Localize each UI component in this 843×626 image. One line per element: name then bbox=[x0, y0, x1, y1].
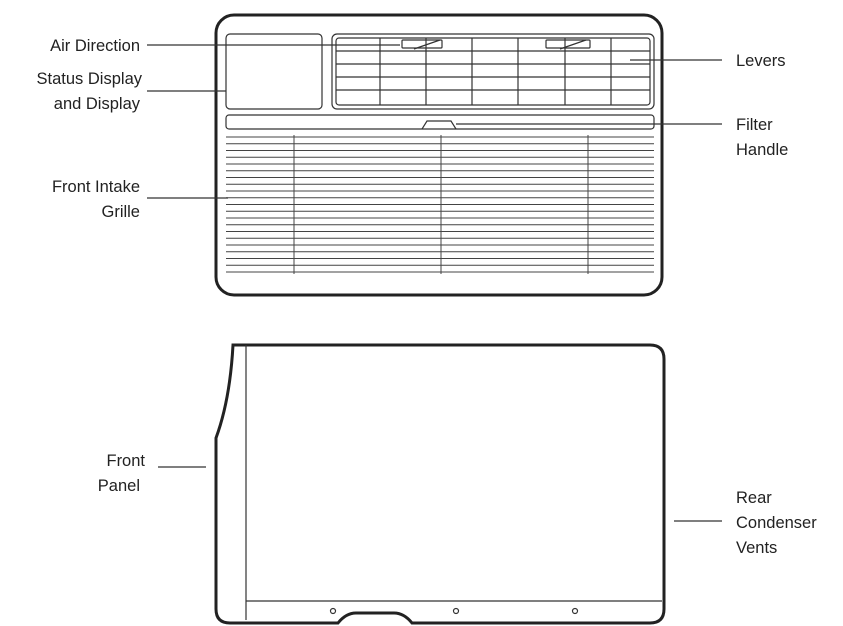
side-housing bbox=[216, 345, 664, 623]
label-front-intake-line2: Grille bbox=[101, 203, 140, 221]
side-view bbox=[216, 345, 664, 623]
label-air-direction: Air Direction bbox=[50, 37, 140, 55]
label-status-display-line2: and Display bbox=[53, 95, 140, 113]
label-filter-line1: Filter bbox=[736, 116, 773, 134]
front-view bbox=[216, 15, 662, 295]
label-levers: Levers bbox=[736, 52, 786, 70]
label-rear-vents-line2: Condenser bbox=[736, 514, 817, 532]
front-housing bbox=[216, 15, 662, 295]
label-rear-vents-line1: Rear bbox=[736, 489, 772, 507]
label-front-panel-line1: Front bbox=[106, 452, 145, 470]
label-front-panel-line2: Panel bbox=[97, 477, 140, 495]
label-front-intake-line1: Front Intake bbox=[51, 178, 140, 196]
label-status-display-line1: Status Display bbox=[36, 70, 142, 88]
label-rear-vents-line3: Vents bbox=[736, 539, 778, 557]
label-filter-line2: Handle bbox=[736, 141, 789, 159]
